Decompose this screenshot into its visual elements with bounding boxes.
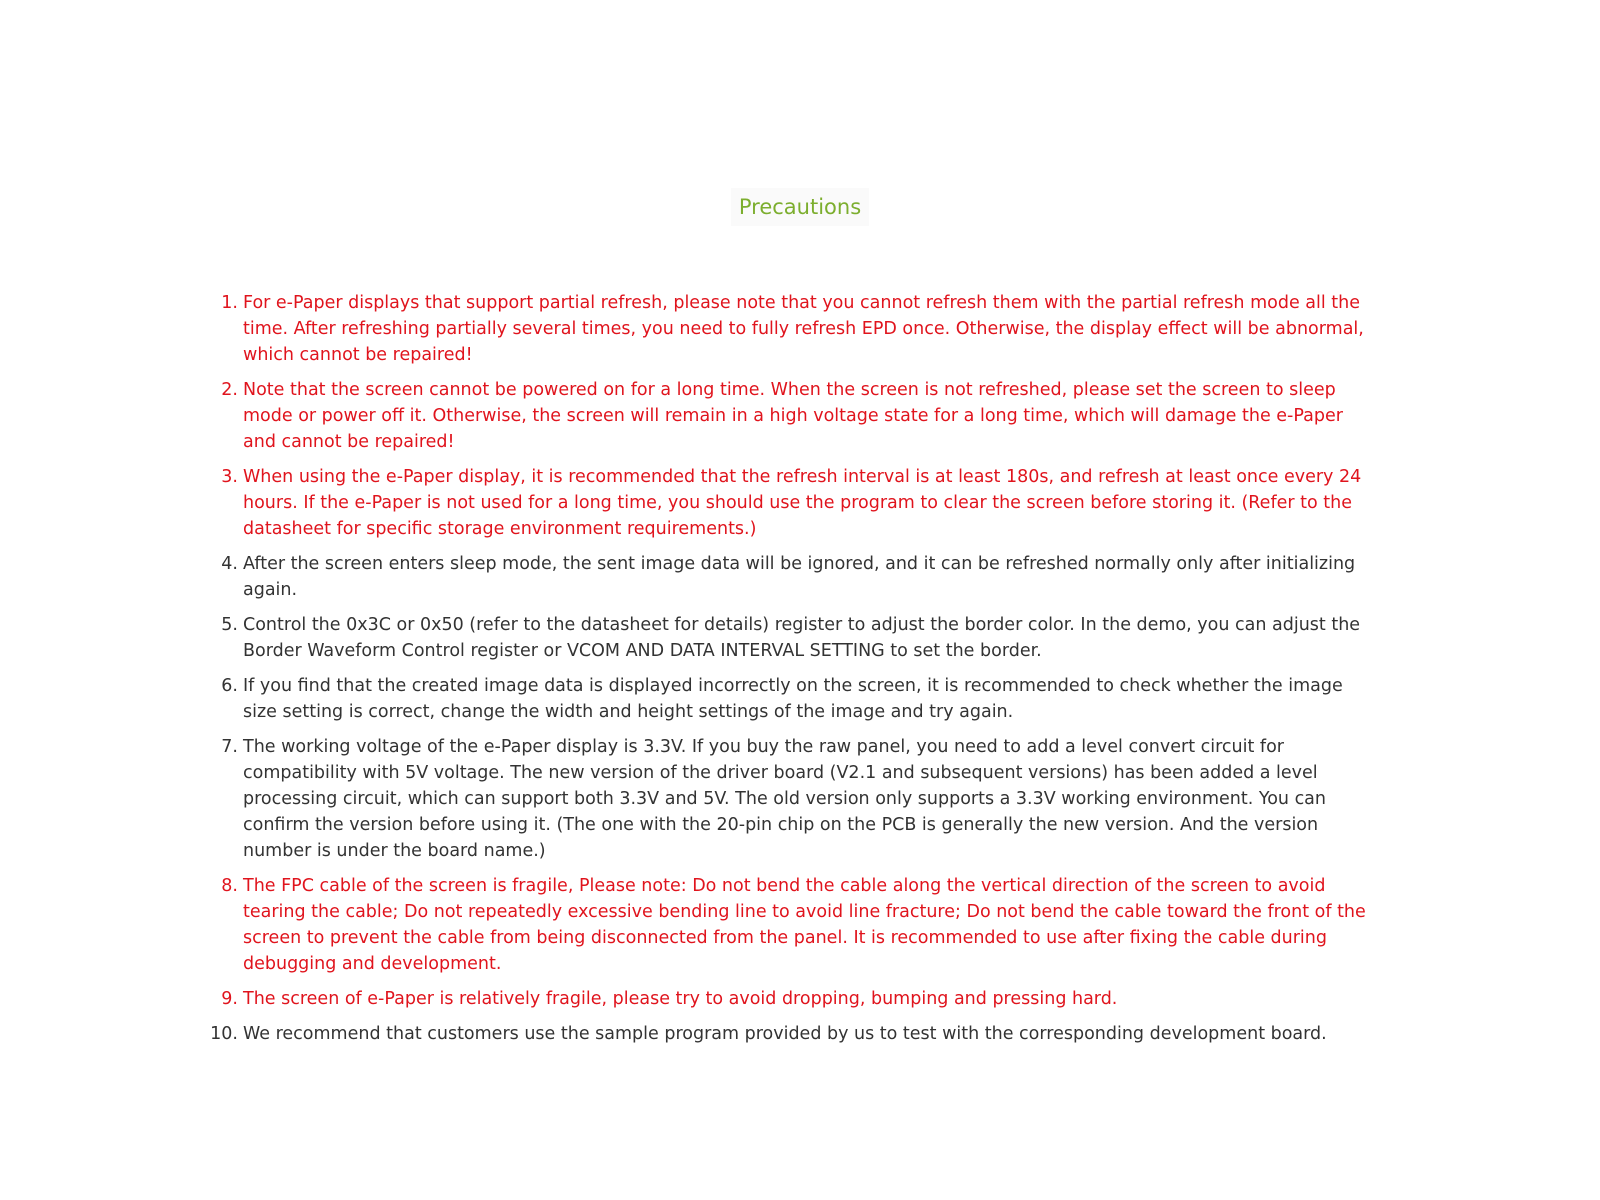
precautions-list xyxy=(200,290,1380,1056)
page-title: Precautions xyxy=(731,188,869,226)
list-item xyxy=(200,290,1380,368)
list-item xyxy=(200,464,1380,542)
item-number: 5. xyxy=(221,615,238,635)
item-number: 4. xyxy=(221,554,238,574)
item-text: Note that the screen cannot be powered on for a long time. When the screen is not refreshed, please set the screen to sleep mode or power off it. Otherwise, the screen will remain in a high voltage state for a long time, which will damage the e-Paper and cannot be repaired! xyxy=(243,380,1343,452)
item-text: The FPC cable of the screen is fragile, Please note: Do not bend the cable along the vertical direction of the screen to avoid tearing the cable; Do not repeatedly excessive bending line to avoid line fracture; Do not bend the cable toward the front of the screen to prevent the cable from being disconnected from the panel. It is recommended to use after fixing the cable during debugging and development. xyxy=(243,876,1366,974)
item-text: When using the e-Paper display, it is recommended that the refresh interval is at least 180s, and refresh at least once every 24 hours. If the e-Paper is not used for a long time, you should use the program to clear the screen before storing it. (Refer to the datasheet for specific storage environment requirements.) xyxy=(243,467,1362,539)
list-item xyxy=(200,612,1380,664)
list-item xyxy=(200,551,1380,603)
list-item xyxy=(200,873,1380,977)
item-text: After the screen enters sleep mode, the sent image data will be ignored, and it can be refreshed normally only after initializing again. xyxy=(243,554,1356,600)
item-number: 2. xyxy=(221,380,238,400)
list-item xyxy=(200,734,1380,864)
list-item xyxy=(200,673,1380,725)
item-text: We recommend that customers use the sample program provided by us to test with the corresponding development board. xyxy=(243,1024,1327,1044)
item-text: Control the 0x3C or 0x50 (refer to the datasheet for details) register to adjust the border color. In the demo, you can adjust the Border Waveform Control register or VCOM AND DATA INTERVAL SETTING to set the border. xyxy=(243,615,1361,661)
list-item xyxy=(200,986,1380,1012)
item-text: The working voltage of the e-Paper display is 3.3V. If you buy the raw panel, you need to add a level convert circuit for compatibility with 5V voltage. The new version of the driver board (V2.1 and subsequent versions) has been added a level processing circuit, which can support both 3.3V and 5V. The old version only supports a 3.3V working environment. You can confirm the version before using it. (The one with the 20-pin chip on the PCB is generally the new version. And the version number is under the board name.) xyxy=(243,737,1327,861)
item-text: The screen of e-Paper is relatively fragile, please try to avoid dropping, bumping and pressing hard. xyxy=(243,989,1118,1009)
item-number: 7. xyxy=(221,737,238,757)
item-number: 10. xyxy=(210,1024,238,1044)
item-number: 1. xyxy=(221,293,238,313)
item-text: For e-Paper displays that support partial refresh, please note that you cannot refresh them with the partial refresh mode all the time. After refreshing partially several times, you need to fully refresh EPD once. Otherwise, the display effect will be abnormal, which cannot be repaired! xyxy=(243,293,1364,365)
item-number: 8. xyxy=(221,876,238,896)
item-number: 9. xyxy=(221,989,238,1009)
list-item xyxy=(200,377,1380,455)
list-item xyxy=(200,1021,1380,1047)
item-number: 6. xyxy=(221,676,238,696)
title-wrap xyxy=(0,188,1600,226)
item-number: 3. xyxy=(221,467,238,487)
item-text: If you find that the created image data is displayed incorrectly on the screen, it is recommended to check whether the image size setting is correct, change the width and height settings of the image and try again. xyxy=(243,676,1343,722)
